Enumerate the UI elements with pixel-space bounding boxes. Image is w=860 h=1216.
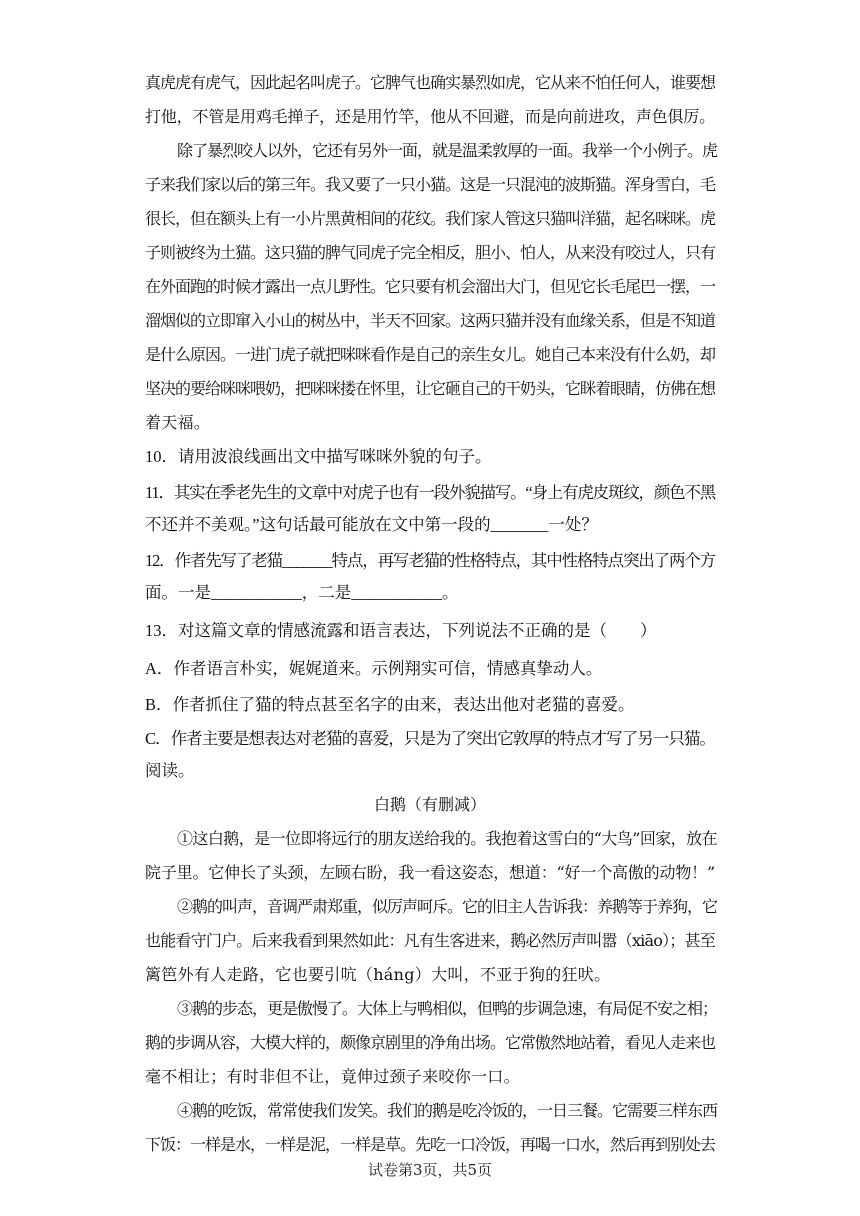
passage-1-line: 着天福。 [145, 413, 211, 432]
question-10: 10．请用波浪线画出文中描写咪咪外貌的句子。 [145, 447, 492, 466]
passage-2-line: 篱笆外有人走路，它也要引吭（háng）大叫，不亚于狗的狂吠。 [145, 965, 611, 984]
passage-2-line: ②鹅的叫声，音调严肃郑重，似厉声呵斥。它的旧主人告诉我：养鹅等于养狗，它 [177, 897, 717, 916]
passage-2-line: ④鹅的吃饭，常常使我们发笑。我们的鹅是吃冷饭的，一日三餐。它需要三样东西 [177, 1101, 717, 1120]
option-a: A．作者语言朴实，娓娓道来。示例翔实可信，情感真挚动人。 [145, 659, 603, 678]
passage-1-line: 除了暴烈咬人以外，它还有另外一面，就是温柔敦厚的一面。我举一个小例子。虎 [177, 141, 717, 160]
question-12: 12．作者先写了老猫_______特点，再写老猫的性格特点，其中性格特点突出了两个方 [145, 551, 716, 570]
passage-2-line: 鹅的步调从容，大模大样的，颇像京剧里的净角出场。它常傲然地站着，看见人走来也 [145, 1033, 715, 1052]
passage-2-line: 也能看守门户。后来我看到果然如此：凡有生客进来，鹅必然厉声叫嚣（xiāo）；甚至 [145, 931, 715, 950]
passage-2-line: 院子里。它伸长了头颈，左顾右盼，我一看这姿态，想道：“好一个高傲的动物！” [145, 863, 715, 882]
option-b: B．作者抓住了猫的特点甚至名字的由来，表达出他对老猫的喜爱。 [145, 695, 635, 714]
passage-1-line: 在外面跑的时候才露出一点儿野性。它只要有机会溜出大门，但见它长毛尾巴一摆，一 [145, 277, 715, 296]
passage-1-line: 子来我们家以后的第三年。我又要了一只小猫。这是一只混沌的波斯猫。浑身雪白，毛 [145, 175, 715, 194]
option-c: C．作者主要是想表达对老猫的喜爱，只是为了突出它敦厚的特点才写了另一只猫。 [145, 729, 715, 748]
question-11: 11．其实在季老先生的文章中对虎子也有一段外貌描写。“身上有虎皮斑纹，颜色不黑 [145, 483, 715, 502]
question-12-continued: 面。一是___________，二是___________。 [145, 583, 459, 602]
passage-2-title: 白鹅（有删减） [373, 795, 486, 814]
passage-2-line: 毫不相让；有时非但不让，竟伸过颈子来咬你一口。 [145, 1067, 520, 1086]
passage-1-line: 坚决的要给咪咪喂奶，把咪咪搂在怀里，让它砸自己的干奶头，它眯着眼睛，仿佛在想 [145, 379, 715, 398]
passage-2-line: ③鹅的步态，更是傲慢了。大体上与鸭相似，但鸭的步调急速，有局促不安之相； [177, 999, 717, 1018]
passage-1-line: 溜烟似的立即窜入小山的树丛中，半天不回家。这两只猫并没有血缘关系，但是不知道 [145, 311, 715, 330]
passage-1-line: 子则被终为土猫。这只猫的脾气同虎子完全相反，胆小、怕人，从来没有咬过人，只有 [145, 243, 715, 262]
passage-2-line: ①这白鹅，是一位即将远行的朋友送给我的。我抱着这雪白的“大鸟”回家，放在 [177, 829, 717, 848]
passage-1-line: 真虎虎有虎气，因此起名叫虎子。它脾气也确实暴烈如虎，它从来不怕任何人，谁要想 [145, 73, 715, 92]
passage-1-line: 是什么原因。一进门虎子就把咪咪看作是自己的亲生女儿。她自己本来没有什么奶，却 [145, 345, 715, 364]
passage-2-line: 下饭：一样是水，一样是泥，一样是草。先吃一口冷饭，再喝一口水，然后再到别处去 [145, 1135, 715, 1154]
question-11-continued: 不还并不美观。”这句话最可能放在文中第一段的_______一处？ [145, 515, 598, 534]
passage-1-line: 打他，不管是用鸡毛掸子，还是用竹竿，他从不回避，而是向前进攻，声色俱厉。 [145, 107, 715, 126]
page-footer: 试卷第3页，共5页 [367, 1161, 493, 1179]
reading-label: 阅读。 [145, 761, 195, 780]
passage-1-line: 很长，但在额头上有一小片黑黄相间的花纹。我们家人管这只猫叫洋猫，起名咪咪。虎 [145, 209, 715, 228]
question-13: 13．对这篇文章的情感流露和语言表达，下列说法不正确的是（ ） [145, 621, 657, 640]
